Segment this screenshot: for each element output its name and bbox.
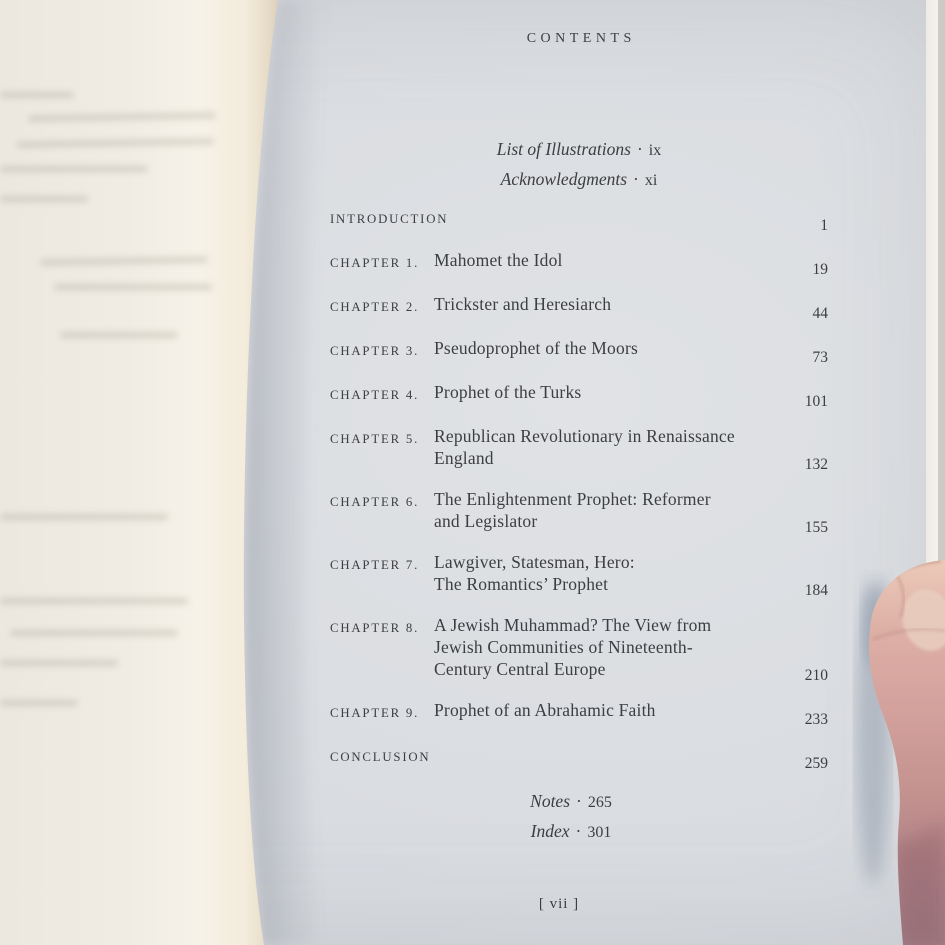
front-matter-page: ix bbox=[648, 142, 662, 159]
backdrop-sliver bbox=[938, 0, 945, 625]
entry-label: CHAPTER 9. bbox=[330, 706, 420, 720]
folio-page-number: [ vii ] bbox=[538, 896, 580, 912]
entry-title-line: A Jewish Muhammad? The View from bbox=[434, 615, 712, 635]
front-matter-title: Acknowledgments bbox=[500, 169, 628, 189]
ghost-text-line bbox=[0, 196, 88, 202]
entry-title bbox=[434, 337, 776, 362]
ghost-text-line bbox=[40, 257, 208, 266]
ghost-text-line bbox=[0, 92, 74, 98]
entry-title-line: Prophet of an Abrahamic Faith bbox=[434, 700, 656, 720]
toc-row-chapter-5 bbox=[330, 425, 828, 473]
entry-page-number: 101 bbox=[804, 393, 828, 410]
back-matter-item bbox=[322, 817, 820, 847]
entry-title bbox=[434, 488, 776, 532]
entry-title-line: Mahomet the Idol bbox=[434, 250, 563, 270]
entry-page-number: 73 bbox=[812, 349, 828, 366]
entry-page-number: 1 bbox=[820, 217, 828, 234]
toc-row-chapter-1 bbox=[330, 249, 828, 278]
entry-title bbox=[434, 551, 776, 595]
back-matter-list bbox=[322, 787, 820, 847]
entry-title-line: Lawgiver, Statesman, Hero: bbox=[434, 552, 635, 572]
thumb-lower-shade bbox=[895, 823, 945, 945]
back-matter-page: 265 bbox=[587, 794, 612, 811]
entry-label: CHAPTER 6. bbox=[330, 495, 420, 509]
entry-title-line: The Enlightenment Prophet: Reformer bbox=[434, 489, 711, 509]
entry-title-line: Prophet of the Turks bbox=[434, 382, 582, 402]
entry-label: CHAPTER 8. bbox=[330, 621, 420, 635]
ghost-text-line bbox=[0, 166, 148, 172]
toc-row-chapter-3 bbox=[330, 337, 828, 366]
turning-page bbox=[0, 0, 345, 945]
gutter-shadow bbox=[244, 0, 324, 945]
ghost-text-line bbox=[28, 112, 216, 121]
ghost-text-line bbox=[54, 284, 212, 290]
contents-page bbox=[330, 0, 828, 913]
entry-page-number: 210 bbox=[804, 667, 828, 684]
front-matter-page: xi bbox=[644, 172, 658, 189]
entry-title bbox=[434, 614, 776, 680]
dot-separator: · bbox=[575, 821, 582, 841]
entry-page-number: 155 bbox=[804, 519, 828, 536]
entry-title-line: Republican Revolutionary in Renaissance bbox=[434, 426, 735, 446]
entry-label: INTRODUCTION bbox=[330, 212, 449, 226]
entry-page-number: 259 bbox=[804, 755, 828, 772]
turning-page-paper bbox=[0, 0, 278, 945]
entry-page-number: 132 bbox=[804, 456, 828, 473]
entry-page-number: 44 bbox=[812, 305, 828, 322]
entry-label: CONCLUSION bbox=[330, 750, 431, 764]
entry-title-line: Trickster and Heresiarch bbox=[434, 294, 612, 314]
entry-title-line: Pseudoprophet of the Moors bbox=[434, 338, 638, 358]
thumb-shadow bbox=[856, 585, 890, 885]
entry-label: CHAPTER 7. bbox=[330, 558, 420, 572]
entry-title bbox=[434, 743, 776, 768]
toc-row-conclusion bbox=[330, 743, 828, 772]
entry-label: CHAPTER 4. bbox=[330, 388, 420, 402]
entry-title bbox=[434, 249, 776, 274]
front-matter-title: List of Illustrations bbox=[496, 139, 631, 159]
dot-separator: · bbox=[633, 169, 639, 189]
ghost-text-line bbox=[0, 598, 188, 604]
back-matter-item bbox=[322, 787, 820, 817]
ghost-text-line bbox=[0, 660, 118, 666]
entry-page-number: 233 bbox=[804, 711, 828, 728]
entry-title-line: and Legislator bbox=[434, 511, 538, 531]
back-matter-page: 301 bbox=[587, 824, 612, 841]
entry-label: CHAPTER 5. bbox=[330, 432, 420, 446]
ghost-text-line bbox=[0, 700, 78, 706]
toc-row-chapter-7 bbox=[330, 551, 828, 599]
entry-label: CHAPTER 3. bbox=[330, 344, 420, 358]
ghost-text-line bbox=[10, 630, 178, 636]
entry-title-line: Jewish Communities of Nineteenth- bbox=[434, 637, 693, 657]
back-matter-title: Notes bbox=[530, 791, 571, 811]
page-fore-edge bbox=[926, 0, 938, 625]
entry-page-number: 184 bbox=[804, 582, 828, 599]
toc-row-chapter-6 bbox=[330, 488, 828, 536]
dot-separator: · bbox=[636, 139, 643, 159]
entry-title bbox=[434, 205, 776, 230]
thumb-shadow bbox=[862, 578, 892, 668]
turning-page-shape bbox=[0, 0, 345, 945]
entry-title-line: Century Central Europe bbox=[434, 659, 606, 679]
entry-title bbox=[434, 699, 776, 724]
table-of-contents bbox=[330, 205, 828, 772]
entry-title bbox=[434, 293, 776, 318]
back-matter-title: Index bbox=[530, 821, 570, 841]
thumb-crease bbox=[895, 573, 904, 617]
toc-row-chapter-9 bbox=[330, 699, 828, 728]
entry-label: CHAPTER 1. bbox=[330, 256, 420, 270]
front-matter-item bbox=[330, 165, 828, 195]
entry-page-number: 19 bbox=[812, 261, 828, 278]
front-matter-list bbox=[330, 135, 828, 195]
thumb-crease bbox=[872, 629, 945, 640]
front-matter-item bbox=[330, 135, 828, 165]
contents-heading: CONTENTS bbox=[526, 31, 636, 46]
entry-title-line: England bbox=[434, 448, 494, 468]
toc-row-chapter-8 bbox=[330, 614, 828, 684]
toc-row-introduction bbox=[330, 205, 828, 234]
toc-row-chapter-2 bbox=[330, 293, 828, 322]
ghost-text-line bbox=[0, 514, 168, 520]
entry-title-line: The Romantics’ Prophet bbox=[434, 574, 609, 594]
entry-title bbox=[434, 381, 776, 406]
ghost-text-line bbox=[60, 332, 178, 338]
dot-separator: · bbox=[576, 791, 582, 811]
entry-label: CHAPTER 2. bbox=[330, 300, 420, 314]
entry-title bbox=[434, 425, 776, 469]
ghost-text-line bbox=[16, 138, 214, 147]
toc-row-chapter-4 bbox=[330, 381, 828, 410]
